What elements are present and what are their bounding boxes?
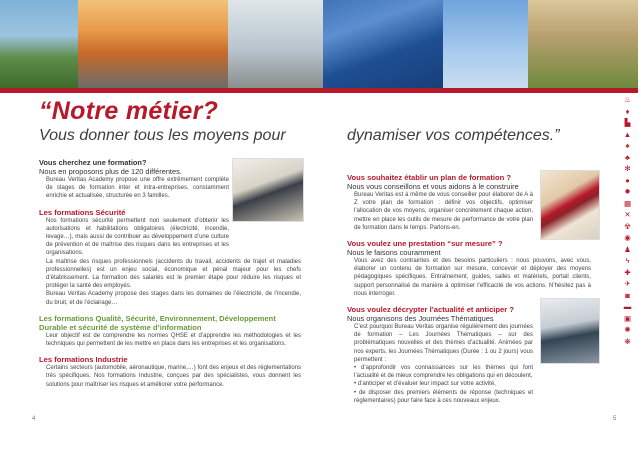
industry-photo — [78, 0, 228, 88]
question-heading: Vous cherchez une formation? — [39, 158, 147, 167]
intro-paragraph: Bureau Veritas Academy propose une offre extrêmement complète de stages de formation inter et intra-entreprises, constamment enrichie et actualisée, structurée en 3 familles. — [46, 177, 229, 200]
qse-paragraph: Leur objectif est de comprendre les normes QHSE et d’apprendre les méthodologies et les techniques qui permettent de les mettre en place dans les entreprises et les organisations. — [46, 332, 301, 348]
train-icon: ▣ — [623, 313, 632, 323]
section-heading-actualite: Vous voulez décrypter l’actualité et anticiper ? — [347, 305, 514, 315]
wrench-icon: ✕ — [624, 210, 631, 219]
actualite-bullet-3: • de disposer des premiers éléments de réponse (techniques et réglementaires) pour faire face à ces nouveaux enjeux. — [354, 389, 533, 404]
flame-icon: ♨ — [624, 95, 631, 104]
circle-icon: ● — [625, 175, 630, 185]
actualite-subheading: Nous organisons des Journées Thématiques — [347, 314, 494, 324]
sur-mesure-subheading: Nous le faisons couramment — [347, 248, 441, 258]
plus-icon: ✚ — [624, 267, 631, 277]
page-title: “Notre métier? — [39, 97, 219, 125]
left-column — [39, 158, 301, 389]
right-column — [347, 173, 591, 405]
domain-icons-strip — [623, 95, 635, 346]
circle-icon: ◉ — [624, 233, 631, 242]
tower-icon: ▲ — [623, 129, 632, 139]
star-icon: ✺ — [624, 325, 631, 334]
subtitle-right: dynamiser vos compétences.” — [347, 127, 560, 144]
building-icon: ▙ — [624, 118, 631, 127]
tree-icon: ♣ — [625, 152, 630, 162]
gear-icon: ✹ — [624, 187, 631, 196]
actualite-bullet-2: • d’anticiper et d’évaluer leur impact sur votre activité, — [354, 381, 496, 388]
drop-icon: ♦ — [625, 106, 630, 116]
securite-paragraph-3: Bureau Veritas Academy propose des stages dans les domaines de l’électricité, de l’incendie, du bruit, et de l’éclairage… — [46, 291, 301, 306]
section-heading-sur-mesure: Vous voulez une prestation “sur mesure” ? — [347, 239, 503, 249]
plane-icon: ✈ — [624, 279, 631, 288]
car-icon: ◙ — [625, 290, 630, 300]
building-photo — [228, 0, 323, 88]
boat-icon: ▬ — [623, 302, 632, 311]
sur-mesure-paragraph: Vous avez des contraintes et des besoins particuliers : nous pouvons, avec vous, élaborer un contenu de formation sur mesure, concevoir et déployer des moyens pédagogiques spécifiques. Entraînement, guides, salles et matériels, portail clients, support personnalisé de manière à optimiser l’efficacité de vos actions. N’hésitez pas à nous interroger. — [354, 258, 591, 297]
actualite-paragraph: C’est pourquoi Bureau Veritas organise régulièrement des journées de formation – Les Journées Thématiques – sur des problématiques nouvelles et des thèmes d’actualité. Animées par nos experts, les Journées Thématiques (Durée : 1 ou 2 jours) vous permettent : — [354, 324, 533, 363]
section-heading-securite: Les formations Sécurité — [39, 207, 126, 217]
accent-divider — [0, 88, 638, 93]
bolt-icon: ϟ — [625, 256, 630, 265]
section-heading-qse: Les formations Qualité, Sécurité, Environnement, Développement Durable et sécurité de système d’information — [39, 313, 276, 332]
plan-subheading: Nous vous conseillons et vous aidons à le construire — [347, 182, 519, 191]
person-icon: ♟ — [624, 244, 631, 254]
plan-paragraph: Bureau Veritas est à même de vous conseiller pour élaborer de A à Z votre plan de formation : définir vos objectifs, optimiser l’allocation de vos moyens, organiser concrètement chaque action, mettre en place les outils de mesure de performance de votre plan de formation dans le temps. Parlons-en. — [354, 192, 533, 231]
header-photo-banner — [0, 0, 638, 88]
actualite-bullet-1: • d’approfondir vos connaissances sur les thèmes qui font l’actualité et de mieux comprendre les obligations qui en découlent, — [354, 365, 533, 380]
section-heading-plan: Vous souhaitez établir un plan de formation ? — [347, 173, 511, 182]
nature-photo — [0, 0, 78, 88]
page-number-right: 5 — [613, 416, 617, 422]
section-heading-industrie: Les formations Industrie — [39, 355, 128, 365]
industrie-paragraph: Certains secteurs (automobile, aéronautique, marine,…) font des enjeux et des réglementations très spécifiques. Nos formations Industrie, conçues par des spécialistes, vous donnent les solutions pour maîtriser les risques et améliorer votre performance. — [46, 365, 301, 388]
page-number-left: 4 — [32, 416, 36, 422]
wind-turbine-photo — [443, 0, 528, 88]
globe-icon: ❋ — [624, 336, 631, 346]
hazard-icon: ☢ — [624, 221, 631, 231]
flame-icon: ♠ — [625, 141, 630, 150]
solar-panel-photo — [323, 0, 443, 88]
securite-paragraph-2: La maîtrise des risques professionnels (accidents du travail, accidents de trajet et maladies professionnelles) est un enjeu social, économique et pénal majeur pour les chefs d’établissement. La formation des salariés est le premier étape pour réduire les risques et protéger la santé des employés. — [46, 258, 301, 290]
factory-icon: ▦ — [623, 198, 632, 208]
subtitle-left: Vous donner tous les moyens pour — [39, 127, 286, 144]
engineer-photo — [528, 0, 638, 88]
question-subheading: Nous en proposons plus de 120 différentes. — [39, 167, 182, 176]
securite-paragraph-1: Nos formations sécurité permettent non seulement d’obtenir les autorisations et habilitations obligatoires (électricité, incendie, levage…), mais aussi de contribuer au développement d’une culture de prévention et de maîtrise des risques dans les entreprises et les organisations. — [46, 217, 229, 257]
atom-icon: ✻ — [624, 164, 631, 173]
